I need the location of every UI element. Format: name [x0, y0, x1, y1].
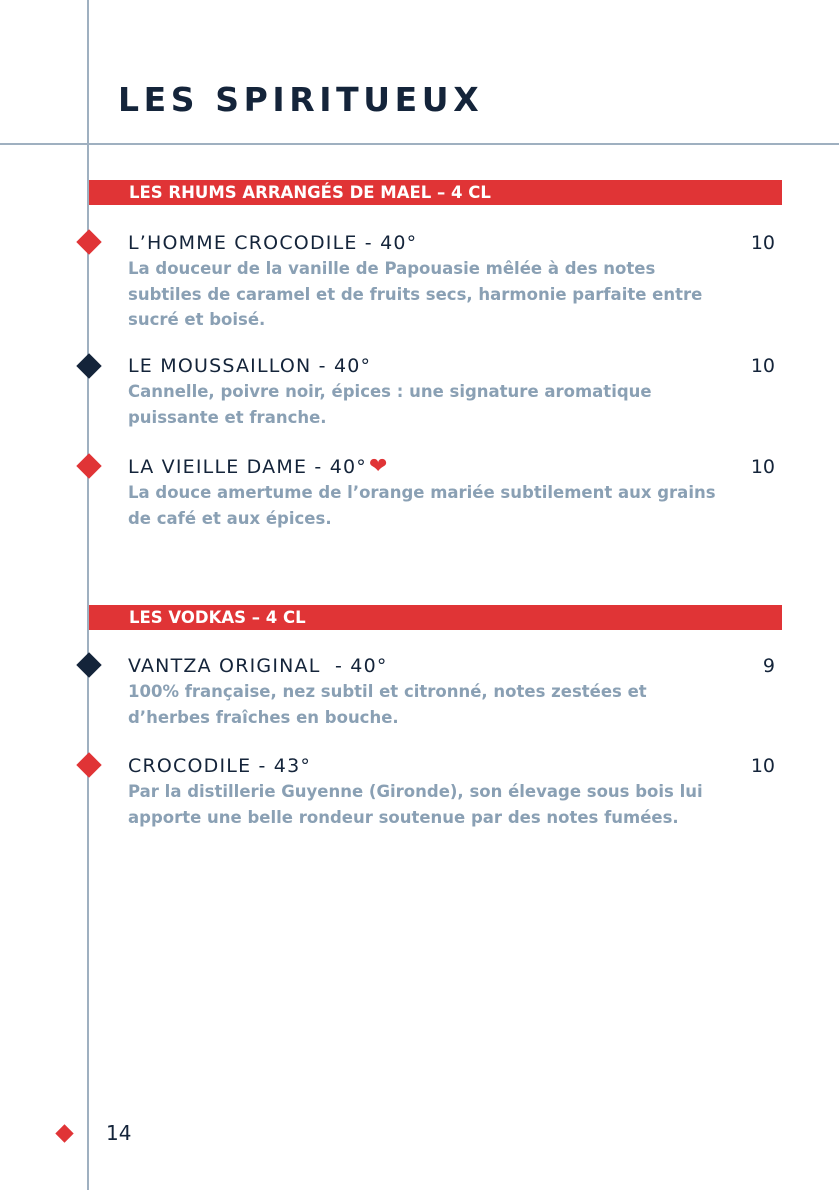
item-name: LE MOUSSAILLON - 40°	[128, 355, 372, 377]
item-price: 10	[750, 232, 775, 254]
page-number: 14	[106, 1121, 132, 1145]
horizontal-rule	[0, 143, 839, 145]
page-title: LES SPIRITUEUX	[118, 80, 484, 119]
section-heading-rhums: LES RHUMS ARRANGÉS DE MAEL – 4 CL	[89, 180, 782, 205]
item-price: 10	[750, 755, 775, 777]
item-description: Cannelle, poivre noir, épices : une signature aromatique puissante et franche.	[128, 382, 652, 427]
item-description: Par la distillerie Guyenne (Gironde), son élevage sous bois lui apporte une belle rondeur soutenue par des notes fumées.	[128, 782, 703, 827]
item-name: L’HOMME CROCODILE - 40°	[128, 232, 418, 254]
navy-diamond-icon	[76, 353, 101, 378]
page-number-diamond-icon	[55, 1124, 73, 1142]
navy-diamond-icon	[76, 652, 101, 677]
item-description: La douceur de la vanille de Papouasie mêlée à des notes subtiles de caramel et de fruits secs, harmonie parfaite entre sucré et boisé.	[128, 259, 703, 329]
item-name: VANTZA ORIGINAL - 40°	[128, 655, 388, 677]
item-description: 100% française, nez subtil et citronné, notes zestées et d’herbes fraîches en bouche.	[128, 682, 647, 727]
red-diamond-icon	[76, 752, 101, 777]
menu-item-vieille-dame	[128, 455, 778, 531]
item-name: CROCODILE - 43°	[128, 755, 312, 777]
heart-icon: ❤	[369, 454, 389, 479]
item-name: LA VIEILLE DAME - 40°	[128, 456, 367, 478]
item-price: 9	[762, 655, 775, 677]
red-diamond-icon	[76, 229, 101, 254]
item-description: La douce amertume de l’orange mariée subtilement aux grains de café et aux épices.	[128, 483, 716, 528]
vertical-rule	[87, 0, 89, 1190]
item-name-row	[128, 455, 778, 479]
menu-item-homme-crocodile	[128, 231, 778, 333]
item-price: 10	[750, 456, 775, 478]
menu-item-vantza-original	[128, 654, 778, 730]
section-heading-vodkas: LES VODKAS – 4 CL	[89, 605, 782, 630]
menu-item-moussaillon	[128, 354, 778, 430]
item-price: 10	[750, 355, 775, 377]
menu-item-crocodile	[128, 754, 778, 830]
red-diamond-icon	[76, 453, 101, 478]
